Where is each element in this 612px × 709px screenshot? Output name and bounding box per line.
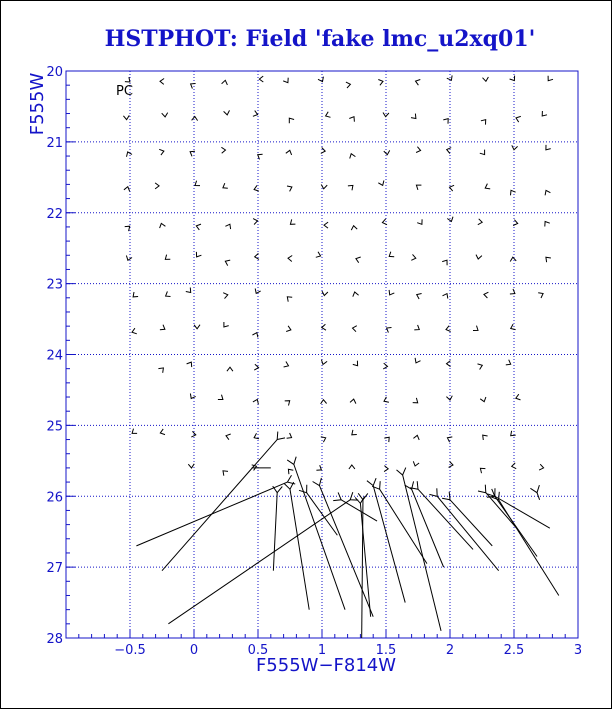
field-arrowhead bbox=[351, 226, 357, 230]
field-arrowhead bbox=[389, 252, 394, 257]
x-tick-label: 2 bbox=[445, 643, 455, 658]
field-arrowhead bbox=[484, 292, 489, 298]
field-arrowhead bbox=[429, 488, 437, 496]
field-arrowhead bbox=[259, 76, 263, 82]
field-arrowhead bbox=[350, 154, 356, 159]
field-arrowhead bbox=[480, 397, 486, 402]
field-arrowhead bbox=[253, 399, 259, 404]
field-arrowhead bbox=[321, 148, 325, 154]
field-arrowhead bbox=[511, 324, 516, 330]
field-arrowhead bbox=[483, 77, 489, 81]
field-arrowhead bbox=[411, 114, 416, 119]
field-arrowhead bbox=[284, 362, 289, 368]
field-arrowhead bbox=[160, 223, 166, 228]
field-arrowhead bbox=[450, 185, 455, 191]
field-arrowhead bbox=[124, 187, 130, 192]
field-arrowhead bbox=[478, 364, 483, 370]
field-arrowhead bbox=[223, 471, 228, 476]
x-tick-label: 1.5 bbox=[375, 643, 397, 658]
field-arrowhead bbox=[132, 429, 137, 434]
field-arrowhead bbox=[132, 328, 137, 334]
field-arrowhead bbox=[289, 118, 294, 123]
field-arrowhead bbox=[548, 76, 553, 81]
field-arrowhead bbox=[348, 185, 353, 190]
field-arrowhead bbox=[510, 76, 515, 81]
field-arrowhead bbox=[447, 437, 452, 442]
field-arrowhead bbox=[123, 115, 129, 119]
field-arrowhead bbox=[333, 492, 341, 500]
field-arrowhead bbox=[511, 190, 516, 195]
field-arrowhead bbox=[378, 181, 384, 186]
field-arrowhead bbox=[127, 152, 133, 157]
field-arrowhead bbox=[539, 464, 544, 470]
x-tick-label: 3 bbox=[573, 643, 583, 658]
field-arrowhead bbox=[126, 256, 132, 261]
field-arrowhead bbox=[195, 181, 200, 186]
field-arrowhead bbox=[290, 219, 295, 224]
arrow-shaft bbox=[450, 500, 492, 546]
field-arrowhead bbox=[286, 326, 291, 332]
field-arrowhead bbox=[511, 431, 516, 436]
field-arrowhead bbox=[416, 80, 421, 86]
field-arrowhead bbox=[443, 294, 448, 299]
field-arrowhead bbox=[316, 465, 321, 470]
x-axis-label: F555W−F814W bbox=[255, 655, 397, 676]
field-arrowhead bbox=[288, 469, 293, 474]
field-arrowhead bbox=[222, 80, 228, 85]
field-arrowhead bbox=[480, 150, 485, 155]
field-arrowhead bbox=[530, 485, 539, 493]
field-arrowhead bbox=[187, 362, 192, 367]
field-arrowhead bbox=[190, 394, 195, 399]
x-tick-label: −0.5 bbox=[114, 643, 146, 658]
arrow-shaft bbox=[412, 489, 444, 567]
x-tick-label: 1 bbox=[317, 643, 327, 658]
field-arrowhead bbox=[191, 84, 196, 89]
field-arrowhead bbox=[447, 217, 453, 222]
field-arrowhead bbox=[321, 360, 327, 365]
field-arrowhead bbox=[411, 254, 416, 260]
y-tick-label: 22 bbox=[46, 206, 63, 222]
field-arrowhead bbox=[196, 224, 201, 230]
arrow-shaft bbox=[486, 493, 517, 528]
field-arrowhead bbox=[389, 290, 394, 295]
field-arrowhead bbox=[442, 260, 447, 265]
field-arrowhead bbox=[476, 255, 482, 259]
field-arrowhead bbox=[485, 184, 490, 189]
y-tick-label: 23 bbox=[46, 277, 63, 293]
field-arrowhead bbox=[353, 292, 359, 297]
arrow-shaft bbox=[162, 440, 277, 571]
field-arrowhead bbox=[322, 291, 328, 295]
field-arrowhead bbox=[287, 475, 295, 484]
field-arrowhead bbox=[288, 256, 292, 262]
y-tick-label: 20 bbox=[46, 65, 63, 80]
field-arrowhead bbox=[349, 117, 354, 122]
field-arrowhead bbox=[224, 110, 230, 115]
field-arrowhead bbox=[545, 222, 550, 227]
field-arrowhead bbox=[283, 78, 288, 83]
vector-field bbox=[123, 75, 553, 503]
field-arrowhead bbox=[510, 257, 516, 261]
field-arrowhead bbox=[321, 400, 327, 404]
field-arrowhead bbox=[538, 293, 543, 298]
arrows bbox=[136, 440, 558, 638]
field-arrowhead bbox=[253, 111, 258, 117]
field-arrowhead bbox=[443, 119, 448, 124]
field-arrowhead bbox=[221, 147, 225, 153]
field-arrowhead bbox=[273, 486, 283, 493]
field-arrowhead bbox=[252, 333, 258, 338]
field-arrowhead bbox=[285, 401, 290, 406]
field-arrowhead bbox=[510, 289, 515, 294]
field-arrowhead bbox=[447, 361, 451, 367]
grid bbox=[66, 71, 578, 638]
field-arrowhead bbox=[194, 325, 200, 329]
field-arrowhead bbox=[133, 292, 138, 297]
field-arrowhead bbox=[223, 183, 228, 188]
field-arrowhead bbox=[326, 112, 331, 118]
field-arrowhead bbox=[125, 226, 130, 231]
field-arrowhead bbox=[545, 190, 550, 195]
field-arrowhead bbox=[546, 145, 551, 150]
field-arrowhead bbox=[226, 434, 231, 440]
y-tick-labels bbox=[46, 65, 63, 647]
field-arrowhead bbox=[350, 399, 356, 404]
field-arrowhead bbox=[162, 113, 168, 117]
y-axis-label: F555W bbox=[27, 72, 48, 136]
field-arrowhead bbox=[349, 465, 355, 469]
field-arrowhead bbox=[384, 397, 389, 402]
field-arrowhead bbox=[223, 293, 228, 299]
field-arrowhead bbox=[384, 437, 389, 442]
field-arrowhead bbox=[383, 363, 387, 369]
field-arrowhead bbox=[415, 358, 420, 363]
field-arrowhead bbox=[225, 224, 230, 229]
field-arrowhead bbox=[413, 435, 419, 440]
field-arrowhead bbox=[166, 291, 171, 296]
field-arrowhead bbox=[160, 325, 165, 330]
field-arrowhead bbox=[192, 117, 198, 121]
arrow-shaft bbox=[341, 500, 377, 521]
field-arrowhead bbox=[413, 398, 418, 403]
field-arrowhead bbox=[446, 396, 452, 400]
field-arrowhead bbox=[155, 183, 159, 189]
field-arrowhead bbox=[367, 478, 376, 485]
field-arrowhead bbox=[417, 294, 422, 300]
field-arrowhead bbox=[512, 145, 518, 150]
field-arrowhead bbox=[384, 466, 388, 472]
field-arrowhead bbox=[159, 149, 164, 155]
field-arrowhead bbox=[481, 120, 486, 125]
field-arrowhead bbox=[158, 368, 163, 373]
field-arrowhead bbox=[442, 492, 450, 500]
arrow-shaft bbox=[290, 489, 309, 609]
field-arrowhead bbox=[516, 394, 521, 400]
field-arrowhead bbox=[447, 148, 452, 154]
field-arrowhead bbox=[512, 463, 517, 469]
field-arrowhead bbox=[352, 430, 357, 435]
field-arrowhead bbox=[378, 80, 383, 86]
y-tick-label: 25 bbox=[46, 419, 63, 435]
field-arrowhead bbox=[516, 116, 521, 122]
y-tick-label: 28 bbox=[46, 632, 63, 647]
field-arrowhead bbox=[224, 322, 229, 327]
field-arrowhead bbox=[473, 326, 478, 331]
field-arrowhead bbox=[125, 77, 130, 82]
field-arrowhead bbox=[287, 186, 292, 191]
arrow-shaft bbox=[437, 496, 498, 570]
arrow-shaft bbox=[273, 493, 277, 571]
field-arrowhead bbox=[313, 478, 322, 486]
y-tick-label: 26 bbox=[46, 490, 63, 506]
arrow-shaft bbox=[499, 500, 559, 596]
field-arrowhead bbox=[160, 429, 165, 435]
field-arrowhead bbox=[253, 219, 257, 225]
field-arrowhead bbox=[286, 150, 292, 155]
y-tick-label: 24 bbox=[46, 348, 63, 364]
field-arrowhead bbox=[417, 219, 422, 224]
field-arrowhead bbox=[318, 77, 323, 82]
arrow-shaft bbox=[418, 489, 473, 549]
field-arrowhead bbox=[227, 367, 233, 371]
field-arrowhead bbox=[188, 464, 194, 468]
arrow-shaft bbox=[380, 489, 427, 563]
field-arrowhead bbox=[410, 481, 418, 489]
field-arrowhead bbox=[384, 150, 390, 154]
field-arrowhead bbox=[416, 147, 421, 153]
field-arrowhead bbox=[324, 222, 328, 228]
field-arrowhead bbox=[225, 260, 230, 266]
arrow-shaft bbox=[403, 475, 441, 631]
field-arrowhead bbox=[160, 79, 164, 85]
field-arrowhead bbox=[414, 325, 419, 330]
field-arrowhead bbox=[353, 326, 357, 332]
field-arrowhead bbox=[542, 111, 547, 116]
field-arrowhead bbox=[277, 432, 285, 440]
field-arrowhead bbox=[480, 468, 485, 473]
field-arrowhead bbox=[287, 297, 292, 302]
field-arrowhead bbox=[196, 252, 201, 257]
field-arrowhead bbox=[387, 328, 392, 333]
field-arrowhead bbox=[218, 395, 223, 400]
field-arrowhead bbox=[546, 257, 551, 262]
field-arrowhead bbox=[506, 360, 511, 365]
field-arrowhead bbox=[449, 461, 453, 467]
y-tick-label: 21 bbox=[46, 135, 63, 151]
field-arrowhead bbox=[346, 82, 351, 88]
field-arrowhead bbox=[447, 75, 452, 80]
field-arrowhead bbox=[316, 252, 321, 258]
field-arrowhead bbox=[165, 255, 170, 260]
field-arrowhead bbox=[356, 257, 361, 263]
x-tick-label: 0 bbox=[189, 643, 199, 658]
x-tick-label: 2.5 bbox=[503, 643, 525, 658]
arrow-shaft bbox=[168, 500, 350, 624]
pc-label: PC bbox=[116, 84, 133, 99]
field-arrowhead bbox=[416, 185, 421, 190]
chart-title: HSTPHOT: Field 'fake lmc_u2xq01' bbox=[104, 26, 536, 52]
arrow-shaft bbox=[373, 486, 405, 603]
field-arrowhead bbox=[287, 433, 292, 438]
y-tick-label: 27 bbox=[46, 561, 63, 577]
field-arrowhead bbox=[478, 485, 486, 493]
field-arrowhead bbox=[413, 461, 419, 466]
field-arrowhead bbox=[186, 288, 191, 293]
field-arrowhead bbox=[478, 219, 482, 225]
x-tick-label: 0.5 bbox=[247, 643, 269, 658]
field-arrowhead bbox=[287, 457, 296, 465]
field-arrowhead bbox=[353, 361, 358, 366]
field-arrowhead bbox=[483, 435, 488, 440]
field-arrowhead bbox=[397, 468, 406, 475]
